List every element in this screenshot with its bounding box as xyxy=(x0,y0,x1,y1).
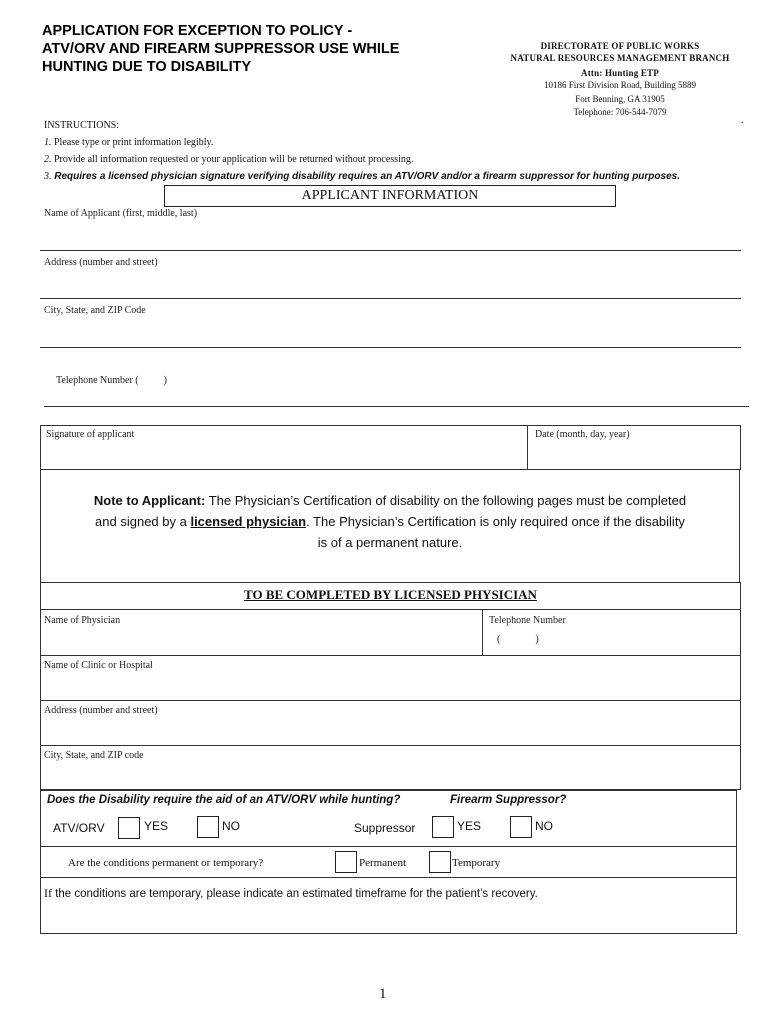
applicant-phone-field[interactable] xyxy=(44,372,748,406)
note-text-2a: and signed by a xyxy=(95,514,191,529)
physician-phone-field[interactable] xyxy=(483,628,740,654)
note-text-2b: . The Physician’s Certification is only required once if the disability xyxy=(306,514,685,529)
atv-option-label: ATV/ORV xyxy=(53,821,105,835)
page-number: 1 xyxy=(379,986,387,1002)
form-title-line-2: ATV/ORV AND FIREARM SUPPRESSOR USE WHILE xyxy=(42,41,400,57)
suppressor-option-label: Suppressor xyxy=(354,821,416,835)
note-text-1: The Physician’s Certification of disability on the following pages must be completed xyxy=(205,493,687,508)
physician-name-field[interactable] xyxy=(41,628,481,654)
note-licensed-physician: licensed physician xyxy=(190,514,307,529)
timeframe-text: the conditions are temporary, please indicate an estimated timeframe for the patient’s recovery. xyxy=(52,888,538,900)
agency-line-2: NATURAL RESOURCES MANAGEMENT BRANCH xyxy=(510,53,730,63)
applicant-phone-line xyxy=(44,406,749,407)
applicant-name-line xyxy=(40,250,741,251)
clinic-label: Name of Clinic or Hospital xyxy=(44,660,153,671)
applicant-section-title: APPLICANT INFORMATION xyxy=(164,185,616,207)
agency-attn: Attn: Hunting ETP xyxy=(581,68,659,78)
form-title xyxy=(42,22,462,76)
agency-street: 10186 First Division Road, Building 5889 xyxy=(543,80,696,90)
applicant-address-label: Address (number and street) xyxy=(44,257,158,268)
question-suppressor: Firearm Suppressor? xyxy=(450,794,567,806)
instructions-heading: INSTRUCTIONS: xyxy=(44,120,120,131)
instruction-1 xyxy=(44,134,680,151)
physician-row-divider-1 xyxy=(40,655,741,656)
instruction-3-number: 3. xyxy=(44,171,52,182)
applicant-name-field[interactable] xyxy=(40,212,740,250)
instruction-2-text: Provide all information requested or your application will be returned without processing. xyxy=(51,154,414,165)
applicant-phone-label: Telephone Number ( ) xyxy=(56,375,167,386)
atv-yes-checkbox[interactable] xyxy=(118,817,140,839)
instruction-1-text: Please type or print information legibly. xyxy=(51,137,214,148)
clinic-field[interactable] xyxy=(41,673,740,700)
instruction-1-number: 1. xyxy=(44,137,52,148)
physician-name-label: Name of Physician xyxy=(44,615,121,626)
physician-address-label: Address (number and street) xyxy=(44,705,158,716)
timeframe-if: If xyxy=(44,886,52,900)
permanent-label: Permanent xyxy=(359,857,407,869)
date-label: Date (month, day, year) xyxy=(535,429,630,440)
physician-row-divider-3 xyxy=(40,745,741,746)
atv-no-checkbox[interactable] xyxy=(197,816,219,838)
physician-title-divider xyxy=(40,609,741,610)
questions-divider-2 xyxy=(40,877,737,878)
instruction-3-text: Requires a licensed physician signature verifying disability requires an ATV/ORV and/or a firearm suppressor for hunting purposes. xyxy=(51,171,680,182)
form-title-line-1: APPLICATION FOR EXCEPTION TO POLICY - xyxy=(42,23,353,39)
timeframe-field[interactable] xyxy=(41,900,736,933)
physician-city-field[interactable] xyxy=(41,763,740,789)
instruction-2-number: 2. xyxy=(44,154,52,165)
applicant-city-line xyxy=(40,347,741,348)
physician-section-title: TO BE COMPLETED BY LICENSED PHYSICIAN xyxy=(244,587,537,602)
suppressor-yes-label: YES xyxy=(457,819,482,833)
instruction-2 xyxy=(44,151,680,168)
stray-dot: . xyxy=(741,115,744,126)
signature-field[interactable] xyxy=(41,442,526,469)
physician-city-label: City, State, and ZIP code xyxy=(44,750,144,761)
temporary-label: Temporary xyxy=(452,857,501,869)
physician-row-divider-2 xyxy=(40,700,741,701)
note-lead: Note to Applicant: xyxy=(93,493,206,508)
physician-address-field[interactable] xyxy=(41,718,740,745)
note-line-1 xyxy=(40,490,740,511)
note-line-3: is of a permanent nature. xyxy=(317,535,463,550)
applicant-address-line xyxy=(40,298,741,299)
atv-no-label: NO xyxy=(222,819,240,833)
temporary-checkbox[interactable] xyxy=(429,851,451,873)
form-title-line-3: HUNTING DUE TO DISABILITY xyxy=(42,59,252,75)
applicant-address-field[interactable] xyxy=(40,262,740,298)
instructions xyxy=(44,117,680,185)
date-field[interactable] xyxy=(528,442,740,469)
agency-address-block xyxy=(470,40,770,118)
agency-line-1: DIRECTORATE OF PUBLIC WORKS xyxy=(540,41,700,51)
note-line-2 xyxy=(40,511,740,532)
physician-phone-paren: ( ) xyxy=(497,634,539,645)
atv-yes-label: YES xyxy=(144,819,169,833)
suppressor-no-checkbox[interactable] xyxy=(510,816,532,838)
agency-city: Fort Benning, GA 31905 xyxy=(575,94,665,104)
signature-label: Signature of applicant xyxy=(46,429,135,440)
permanent-checkbox[interactable] xyxy=(335,851,357,873)
applicant-name-label: Name of Applicant (first, middle, last) xyxy=(44,208,198,219)
suppressor-no-label: NO xyxy=(535,819,553,833)
conditions-question: Are the conditions permanent or temporary? xyxy=(68,857,264,869)
applicant-city-label: City, State, and ZIP Code xyxy=(44,305,146,316)
questions-divider-1 xyxy=(40,846,737,847)
agency-phone: Telephone: 706-544-7079 xyxy=(573,107,667,117)
question-atv: Does the Disability require the aid of an ATV/ORV while hunting? xyxy=(47,794,401,806)
physician-phone-label: Telephone Number xyxy=(489,615,566,626)
instruction-3 xyxy=(44,168,680,185)
note-to-applicant xyxy=(40,470,740,582)
suppressor-yes-checkbox[interactable] xyxy=(432,816,454,838)
applicant-city-field[interactable] xyxy=(40,310,740,347)
